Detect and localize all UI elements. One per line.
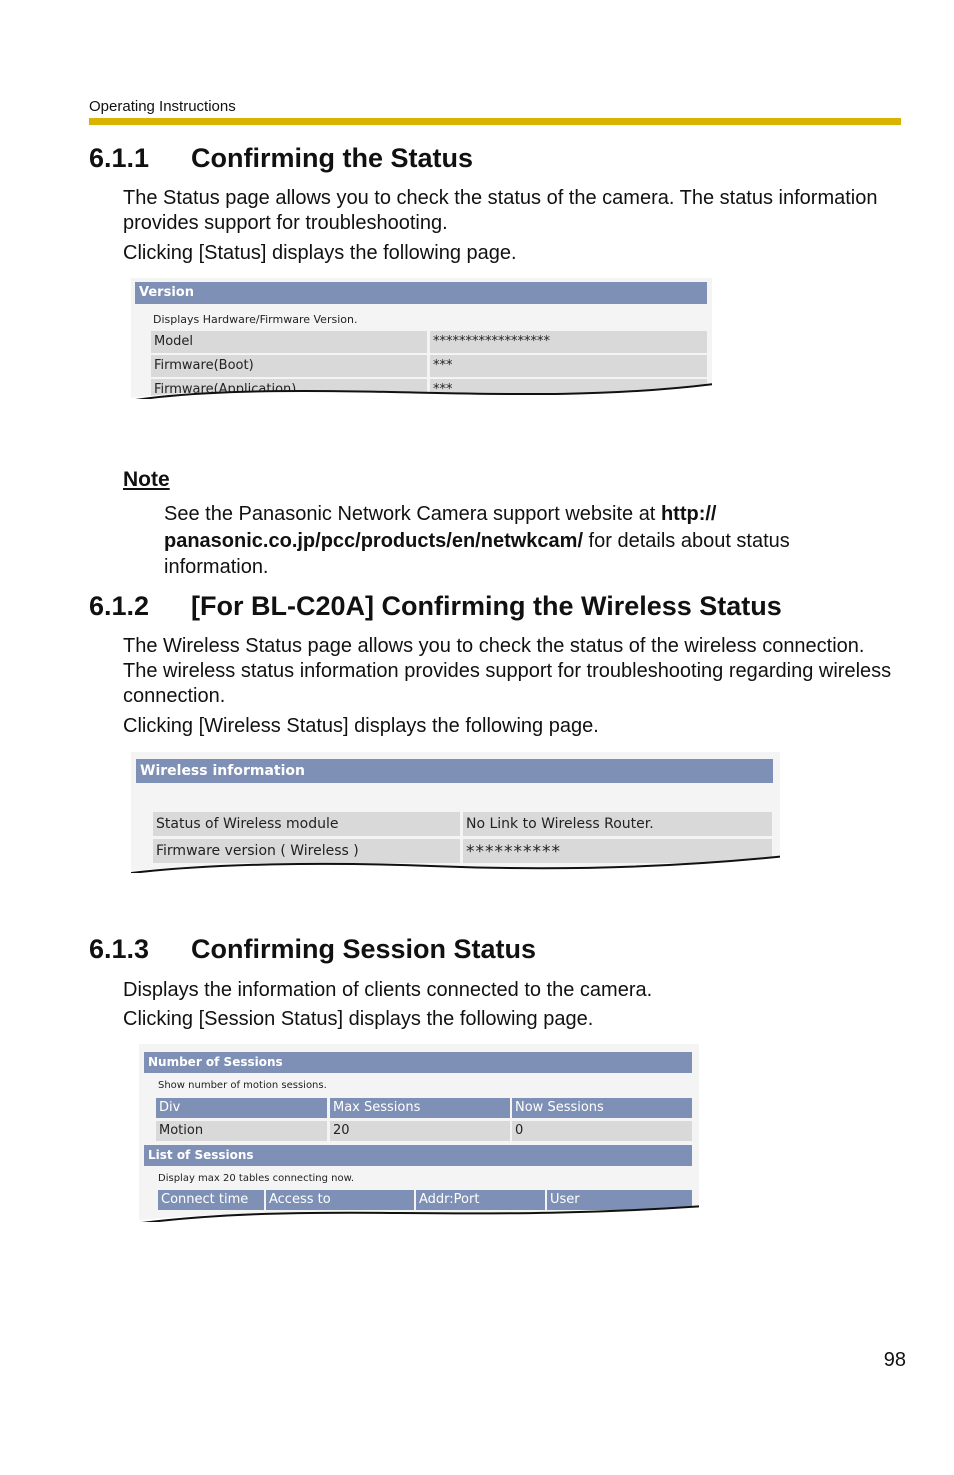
note-body [164, 501, 864, 581]
column-header-addr-port: Addr:Port [416, 1190, 545, 1210]
table-cell: 20 [330, 1121, 510, 1141]
section-title: Confirming Session Status [191, 934, 537, 964]
column-header-div: Div [156, 1098, 327, 1118]
paragraph: The Status page allows you to check the status of the camera. The status information provides support for troubleshooting. [123, 187, 878, 234]
wireless-status-screenshot [131, 752, 780, 873]
note-heading: Note [123, 468, 170, 491]
column-header-now-sessions: Now Sessions [512, 1098, 692, 1118]
wireless-information-header: Wireless information [136, 759, 773, 783]
row-label: Firmware(Application) [151, 379, 427, 399]
running-header: Operating Instructions [89, 98, 236, 115]
row-value: ********** [463, 839, 772, 863]
section-heading-6-1-3 [89, 934, 536, 965]
note-text: See the Panasonic Network Camera support website at [164, 503, 661, 525]
row-label: Status of Wireless module [153, 812, 460, 836]
number-of-sessions-header: Number of Sessions [144, 1052, 692, 1073]
section-number: 6.1.1 [89, 143, 150, 173]
paragraph: Clicking [Session Status] displays the following page. [123, 1008, 594, 1030]
row-label: Model [151, 331, 427, 353]
column-header-connect-time: Connect time [158, 1190, 264, 1210]
paragraph: Clicking [Status] displays the following page. [123, 242, 517, 264]
section-heading-6-1-1 [89, 143, 473, 174]
section-number: 6.1.2 [89, 591, 150, 621]
section-title: Confirming the Status [191, 143, 473, 173]
header-rule [89, 118, 901, 125]
list-description: Display max 20 tables connecting now. [158, 1173, 355, 1184]
column-header-access-to: Access to [266, 1190, 414, 1210]
session-status-screenshot [139, 1044, 699, 1222]
paragraph: Clicking [Wireless Status] displays the following page. [123, 715, 599, 737]
table-cell: Motion [156, 1121, 327, 1141]
version-description: Displays Hardware/Firmware Version. [153, 313, 358, 326]
section-heading-6-1-2 [89, 591, 782, 622]
column-header-user: User [547, 1190, 692, 1210]
torn-edge [139, 1200, 699, 1222]
support-website-link[interactable]: http:// panasonic.co.jp/pcc/products/en/netwkcam/ [164, 503, 717, 552]
section-number: 6.1.3 [89, 934, 150, 964]
paragraph: The Wireless Status page allows you to check the status of the wireless connection. The wireless status information provides support for troubleshooting regarding wireless connection. [123, 635, 892, 707]
status-page-screenshot [131, 278, 712, 399]
version-header: Version [135, 282, 707, 304]
table-cell: 0 [512, 1121, 692, 1141]
sessions-description: Show number of motion sessions. [158, 1080, 327, 1091]
row-label: Firmware(Boot) [151, 355, 427, 377]
torn-edge [131, 850, 780, 873]
row-value: *** [430, 379, 707, 399]
row-label: Firmware version ( Wireless ) [153, 839, 460, 863]
page-number: 98 [883, 1349, 906, 1371]
list-of-sessions-header: List of Sessions [144, 1145, 692, 1166]
section-title: [For BL-C20A] Confirming the Wireless Status [191, 591, 782, 621]
torn-edge [131, 378, 712, 399]
note-text: for details about status information. [164, 529, 790, 578]
row-value: ****************** [430, 331, 707, 353]
row-value: No Link to Wireless Router. [463, 812, 772, 836]
row-value: *** [430, 355, 707, 377]
column-header-max-sessions: Max Sessions [330, 1098, 510, 1118]
paragraph: Displays the information of clients connected to the camera. [123, 979, 653, 1001]
